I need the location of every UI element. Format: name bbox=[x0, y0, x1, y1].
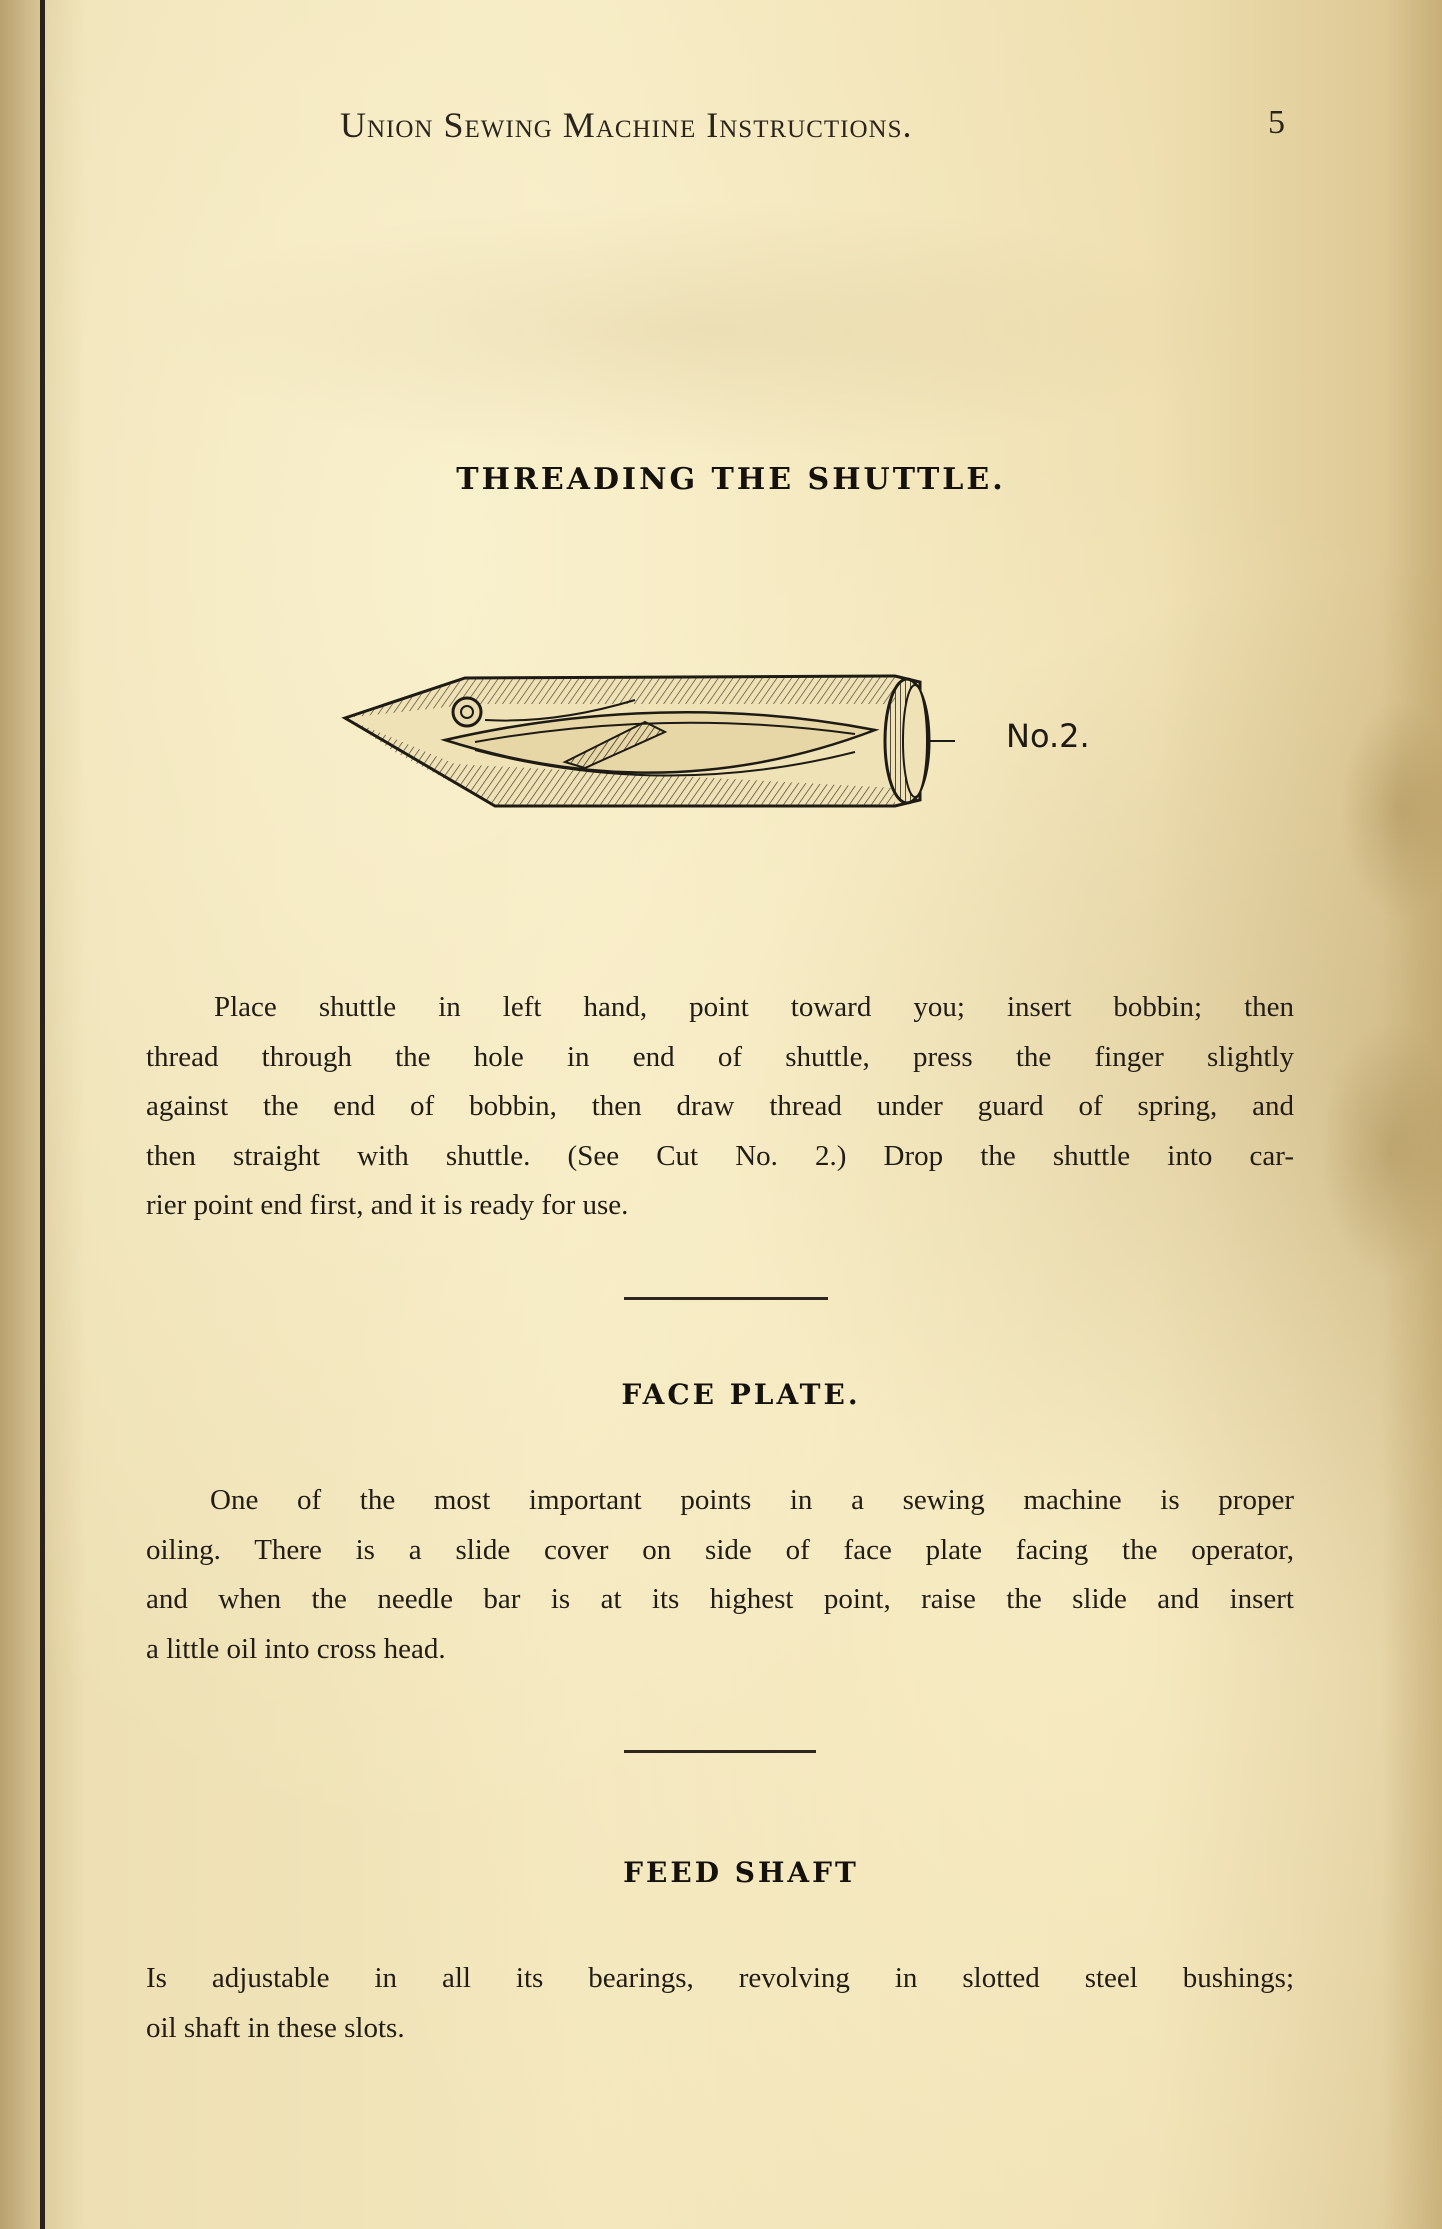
section-heading-feed-shaft: FEED SHAFT bbox=[623, 1856, 859, 1889]
text-line: oiling. There is a slide cover on side of face plate facing the operator, bbox=[146, 1533, 1294, 1566]
page-number: 5 bbox=[1268, 104, 1285, 141]
text-line: against the end of bobbin, then draw thread under guard of spring, and bbox=[146, 1090, 1294, 1122]
page-edge-shade bbox=[1382, 0, 1442, 2229]
text-line: Place shuttle in left hand, point toward you; insert bobbin; then bbox=[214, 991, 1294, 1023]
running-head: Union Sewing Machine Instructions. bbox=[340, 105, 913, 145]
paper-stain bbox=[150, 200, 1250, 460]
text-line: One of the most important points in a sewing machine is proper bbox=[210, 1484, 1294, 1516]
binding-edge bbox=[40, 0, 45, 2229]
paragraph-face-plate bbox=[146, 1476, 1294, 1674]
text-line: a little oil into cross head. bbox=[146, 1632, 446, 1665]
text-line: thread through the hole in end of shuttle, press the finger slightly bbox=[146, 1040, 1294, 1073]
figure-label: No.2. bbox=[1006, 717, 1090, 755]
section-divider bbox=[624, 1750, 816, 1753]
paragraph-feed-shaft bbox=[146, 1954, 1294, 2053]
text-line: Is adjustable in all its bearings, revolving in slotted steel bushings; bbox=[146, 1962, 1294, 1994]
text-line: oil shaft in these slots. bbox=[146, 2011, 405, 2044]
text-line: rier point end first, and it is ready for use. bbox=[146, 1189, 629, 1221]
text-line: and when the needle bar is at its highest point, raise the slide and insert bbox=[146, 1583, 1294, 1615]
gutter-shadow bbox=[0, 0, 40, 2229]
shuttle-illustration bbox=[335, 660, 955, 820]
text-line: then straight with shuttle. (See Cut No. 2.) Drop the shuttle into car- bbox=[146, 1139, 1294, 1172]
paragraph-threading-shuttle bbox=[146, 983, 1294, 1231]
section-divider bbox=[624, 1297, 828, 1300]
section-heading-threading-shuttle: THREADING THE SHUTTLE. bbox=[456, 462, 1006, 497]
section-heading-face-plate: FACE PLATE. bbox=[621, 1378, 861, 1411]
